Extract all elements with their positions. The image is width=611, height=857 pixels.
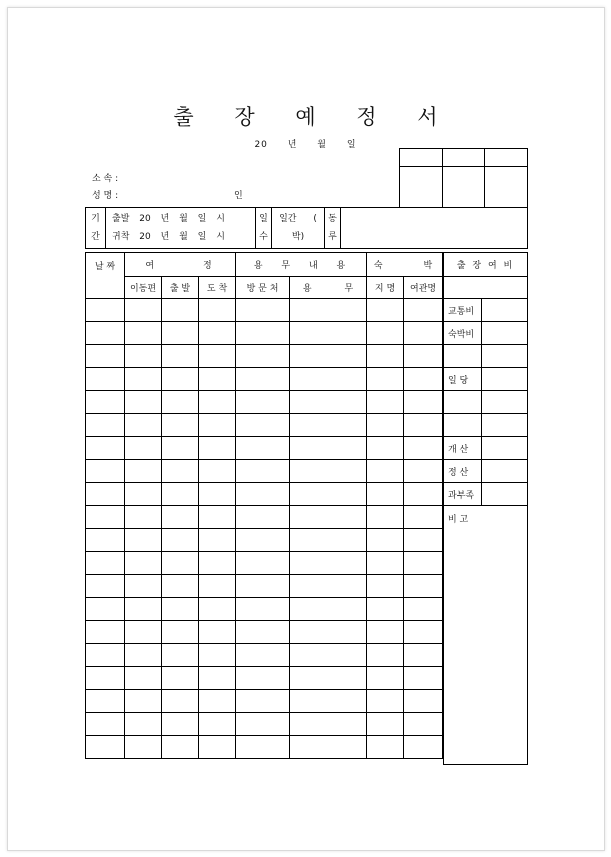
itinerary-row — [86, 368, 443, 391]
itinerary-cell — [125, 598, 162, 621]
itinerary-row — [86, 552, 443, 575]
affiliation-label: 소 속 : — [92, 174, 119, 184]
expense-row — [444, 345, 528, 368]
expense-row — [444, 391, 528, 414]
expense-row — [444, 460, 528, 483]
itinerary-row — [86, 345, 443, 368]
itinerary-cell — [367, 391, 404, 414]
itinerary-cell — [236, 621, 290, 644]
itinerary-cell — [236, 506, 290, 529]
itinerary-row — [86, 736, 443, 759]
itinerary-cell — [162, 391, 199, 414]
itinerary-cell — [236, 736, 290, 759]
itinerary-row — [86, 506, 443, 529]
itinerary-cell — [236, 368, 290, 391]
itinerary-cell — [199, 299, 236, 322]
itinerary-cell — [290, 322, 367, 345]
itinerary-cell — [86, 414, 125, 437]
itinerary-cell — [162, 667, 199, 690]
itinerary-cell — [125, 437, 162, 460]
expense-value — [482, 483, 528, 506]
date-line: 20 년 월 일 — [254, 140, 357, 150]
itinerary-row — [86, 391, 443, 414]
itinerary-cell — [125, 299, 162, 322]
itinerary-cell — [290, 299, 367, 322]
period-label — [86, 208, 106, 249]
days-label-bottom: 수 — [259, 232, 268, 242]
itinerary-cell — [86, 667, 125, 690]
itinerary-cell — [236, 322, 290, 345]
period-label-bottom: 간 — [91, 232, 100, 242]
itinerary-cell — [236, 299, 290, 322]
itinerary-cell — [199, 391, 236, 414]
itinerary-cell — [236, 690, 290, 713]
expense-row — [444, 322, 528, 345]
itinerary-cell — [236, 414, 290, 437]
expense-value — [482, 299, 528, 322]
days-nights: 일간 ( 박) — [279, 214, 317, 242]
itinerary-cell — [367, 644, 404, 667]
itinerary-cell — [162, 598, 199, 621]
itinerary-cell — [199, 414, 236, 437]
remarks-cell: 비 고 — [444, 506, 528, 765]
itinerary-cell — [162, 644, 199, 667]
itinerary-cell — [290, 690, 367, 713]
itinerary-cell — [404, 552, 443, 575]
itinerary-cell — [199, 529, 236, 552]
itinerary-cell — [162, 621, 199, 644]
itinerary-cell — [404, 644, 443, 667]
itinerary-cell — [86, 437, 125, 460]
itinerary-cell — [290, 713, 367, 736]
itinerary-cell — [236, 391, 290, 414]
expense-label — [444, 391, 482, 414]
expense-row — [444, 299, 528, 322]
itinerary-cell — [199, 552, 236, 575]
itinerary-cell — [199, 736, 236, 759]
itinerary-cell — [290, 529, 367, 552]
itinerary-cell — [199, 437, 236, 460]
itinerary-cell — [125, 736, 162, 759]
expense-row — [444, 483, 528, 506]
itinerary-cell — [86, 368, 125, 391]
itinerary-row — [86, 299, 443, 322]
itinerary-cell — [367, 322, 404, 345]
itinerary-table — [85, 252, 443, 759]
itinerary-cell — [86, 299, 125, 322]
stamp-title-cell — [400, 149, 443, 167]
expense-label — [444, 414, 482, 437]
itinerary-cell — [86, 713, 125, 736]
itinerary-cell — [367, 690, 404, 713]
itinerary-row — [86, 621, 443, 644]
itinerary-cell — [86, 345, 125, 368]
period-dates — [106, 208, 256, 249]
itinerary-cell — [404, 460, 443, 483]
itinerary-cell — [199, 483, 236, 506]
itinerary-cell — [199, 644, 236, 667]
itinerary-cell — [199, 506, 236, 529]
expenses-spacer — [444, 277, 528, 299]
itinerary-cell — [367, 299, 404, 322]
itinerary-cell — [404, 667, 443, 690]
subheader-visit-place: 방 문 처 — [236, 277, 290, 299]
expense-row — [444, 368, 528, 391]
expense-value — [482, 414, 528, 437]
companion-value — [341, 208, 528, 249]
itinerary-cell — [404, 713, 443, 736]
itinerary-cell — [162, 506, 199, 529]
itinerary-cell — [236, 644, 290, 667]
itinerary-cell — [86, 322, 125, 345]
itinerary-cell — [199, 322, 236, 345]
itinerary-cell — [125, 644, 162, 667]
days-label — [256, 208, 272, 249]
itinerary-cell — [367, 552, 404, 575]
itinerary-cell — [404, 506, 443, 529]
itinerary-cell — [290, 483, 367, 506]
itinerary-cell — [86, 644, 125, 667]
itinerary-cell — [290, 736, 367, 759]
itinerary-cell — [162, 322, 199, 345]
itinerary-cell — [125, 460, 162, 483]
itinerary-cell — [199, 368, 236, 391]
itinerary-row — [86, 713, 443, 736]
itinerary-cell — [236, 667, 290, 690]
itinerary-cell — [290, 506, 367, 529]
itinerary-cell — [125, 391, 162, 414]
itinerary-cell — [86, 391, 125, 414]
stamp-cell — [485, 167, 528, 208]
itinerary-cell — [404, 575, 443, 598]
itinerary-cell — [367, 437, 404, 460]
seal-label: 인 — [234, 191, 243, 201]
itinerary-cell — [162, 345, 199, 368]
itinerary-cell — [290, 345, 367, 368]
itinerary-cell — [404, 598, 443, 621]
itinerary-cell — [162, 552, 199, 575]
itinerary-cell — [162, 713, 199, 736]
itinerary-cell — [367, 483, 404, 506]
itinerary-row — [86, 644, 443, 667]
itinerary-cell — [86, 621, 125, 644]
itinerary-cell — [236, 598, 290, 621]
itinerary-row — [86, 483, 443, 506]
itinerary-cell — [125, 529, 162, 552]
days-value — [272, 208, 325, 249]
itinerary-cell — [162, 368, 199, 391]
departure-line: 출발 20 년 월 일 시 — [112, 214, 225, 224]
period-table — [85, 207, 528, 249]
itinerary-cell — [199, 690, 236, 713]
subheader-departure: 출 발 — [162, 277, 199, 299]
itinerary-cell — [86, 506, 125, 529]
itinerary-row — [86, 690, 443, 713]
itinerary-cell — [290, 598, 367, 621]
expense-value — [482, 437, 528, 460]
subheader-transport: 이동편 — [125, 277, 162, 299]
itinerary-cell — [162, 483, 199, 506]
itinerary-cell — [236, 529, 290, 552]
itinerary-row — [86, 598, 443, 621]
itinerary-cell — [404, 437, 443, 460]
itinerary-cell — [404, 345, 443, 368]
itinerary-cell — [367, 736, 404, 759]
itinerary-cell — [236, 713, 290, 736]
itinerary-cell — [404, 299, 443, 322]
itinerary-cell — [290, 437, 367, 460]
itinerary-cell — [86, 529, 125, 552]
itinerary-cell — [367, 506, 404, 529]
expense-row — [444, 414, 528, 437]
itinerary-cell — [236, 345, 290, 368]
itinerary-cell — [125, 667, 162, 690]
itinerary-cell — [367, 575, 404, 598]
itinerary-cell — [86, 690, 125, 713]
itinerary-cell — [236, 460, 290, 483]
itinerary-cell — [125, 690, 162, 713]
itinerary-cell — [125, 575, 162, 598]
header-date: 날 짜 — [86, 253, 125, 299]
expense-value — [482, 322, 528, 345]
expense-label — [444, 345, 482, 368]
itinerary-row — [86, 575, 443, 598]
itinerary-cell — [162, 736, 199, 759]
itinerary-cell — [125, 713, 162, 736]
expense-label: 개 산 — [444, 437, 482, 460]
itinerary-row — [86, 414, 443, 437]
itinerary-cell — [125, 368, 162, 391]
itinerary-cell — [162, 437, 199, 460]
itinerary-cell — [404, 368, 443, 391]
itinerary-cell — [86, 552, 125, 575]
itinerary-cell — [162, 414, 199, 437]
itinerary-cell — [86, 460, 125, 483]
period-label-top: 기 — [91, 214, 100, 224]
itinerary-cell — [367, 667, 404, 690]
itinerary-cell — [367, 621, 404, 644]
expense-label: 일 당 — [444, 368, 482, 391]
expense-label: 숙박비 — [444, 322, 482, 345]
expense-label: 교통비 — [444, 299, 482, 322]
itinerary-cell — [290, 621, 367, 644]
itinerary-cell — [290, 644, 367, 667]
itinerary-cell — [125, 322, 162, 345]
itinerary-cell — [367, 345, 404, 368]
itinerary-cell — [125, 414, 162, 437]
itinerary-cell — [404, 736, 443, 759]
itinerary-cell — [404, 322, 443, 345]
subheader-arrival: 도 착 — [199, 277, 236, 299]
expense-value — [482, 460, 528, 483]
subheader-inn-name: 여관명 — [404, 277, 443, 299]
subheader-place-name: 지 명 — [367, 277, 404, 299]
itinerary-row — [86, 460, 443, 483]
itinerary-cell — [367, 529, 404, 552]
itinerary-cell — [367, 598, 404, 621]
itinerary-cell — [367, 414, 404, 437]
itinerary-cell — [125, 552, 162, 575]
itinerary-cell — [404, 414, 443, 437]
companion-label-top: 동 — [328, 214, 337, 224]
itinerary-cell — [367, 460, 404, 483]
itinerary-cell — [199, 621, 236, 644]
header-route: 여 정 — [125, 253, 236, 277]
expense-value — [482, 391, 528, 414]
itinerary-cell — [404, 483, 443, 506]
itinerary-cell — [125, 506, 162, 529]
itinerary-row — [86, 437, 443, 460]
return-line: 귀착 20 년 월 일 시 — [112, 232, 225, 242]
itinerary-cell — [404, 621, 443, 644]
itinerary-cell — [162, 690, 199, 713]
expense-label: 정 산 — [444, 460, 482, 483]
itinerary-cell — [125, 621, 162, 644]
itinerary-cell — [162, 529, 199, 552]
itinerary-cell — [290, 575, 367, 598]
itinerary-cell — [199, 345, 236, 368]
itinerary-cell — [199, 598, 236, 621]
itinerary-cell — [236, 575, 290, 598]
itinerary-cell — [199, 575, 236, 598]
days-label-top: 일 — [259, 214, 268, 224]
expense-row — [444, 437, 528, 460]
itinerary-cell — [125, 483, 162, 506]
itinerary-row — [86, 322, 443, 345]
header-lodging: 숙 박 — [367, 253, 443, 277]
expenses-table — [443, 252, 528, 765]
itinerary-cell — [290, 460, 367, 483]
approval-stamp-grid — [399, 148, 528, 208]
itinerary-cell — [86, 736, 125, 759]
itinerary-cell — [290, 552, 367, 575]
itinerary-cell — [404, 690, 443, 713]
remarks-row — [444, 506, 528, 765]
expenses-header: 출 장 여 비 — [444, 253, 528, 277]
itinerary-cell — [162, 299, 199, 322]
itinerary-cell — [199, 667, 236, 690]
subheader-business: 용 무 — [290, 277, 367, 299]
companion-label-bottom: 루 — [328, 232, 337, 242]
itinerary-cell — [86, 598, 125, 621]
expense-value — [482, 345, 528, 368]
itinerary-cell — [290, 414, 367, 437]
itinerary-cell — [236, 437, 290, 460]
document-title: 출 장 예 정 서 — [173, 105, 455, 129]
itinerary-cell — [162, 575, 199, 598]
itinerary-cell — [86, 483, 125, 506]
itinerary-cell — [199, 460, 236, 483]
itinerary-cell — [199, 713, 236, 736]
itinerary-cell — [125, 345, 162, 368]
itinerary-cell — [367, 368, 404, 391]
header-business: 용 무 내 용 — [236, 253, 367, 277]
stamp-title-cell — [443, 149, 485, 167]
stamp-cell — [443, 167, 485, 208]
companion-label — [325, 208, 341, 249]
itinerary-row — [86, 667, 443, 690]
name-label: 성 명 : — [92, 191, 119, 201]
stamp-title-cell — [485, 149, 528, 167]
itinerary-cell — [404, 529, 443, 552]
itinerary-cell — [290, 368, 367, 391]
expense-label: 과부족 — [444, 483, 482, 506]
itinerary-cell — [367, 713, 404, 736]
itinerary-cell — [236, 552, 290, 575]
stamp-cell — [400, 167, 443, 208]
itinerary-cell — [236, 483, 290, 506]
itinerary-cell — [162, 460, 199, 483]
expense-value — [482, 368, 528, 391]
itinerary-cell — [290, 391, 367, 414]
itinerary-cell — [290, 667, 367, 690]
itinerary-cell — [404, 391, 443, 414]
itinerary-cell — [86, 575, 125, 598]
itinerary-row — [86, 529, 443, 552]
